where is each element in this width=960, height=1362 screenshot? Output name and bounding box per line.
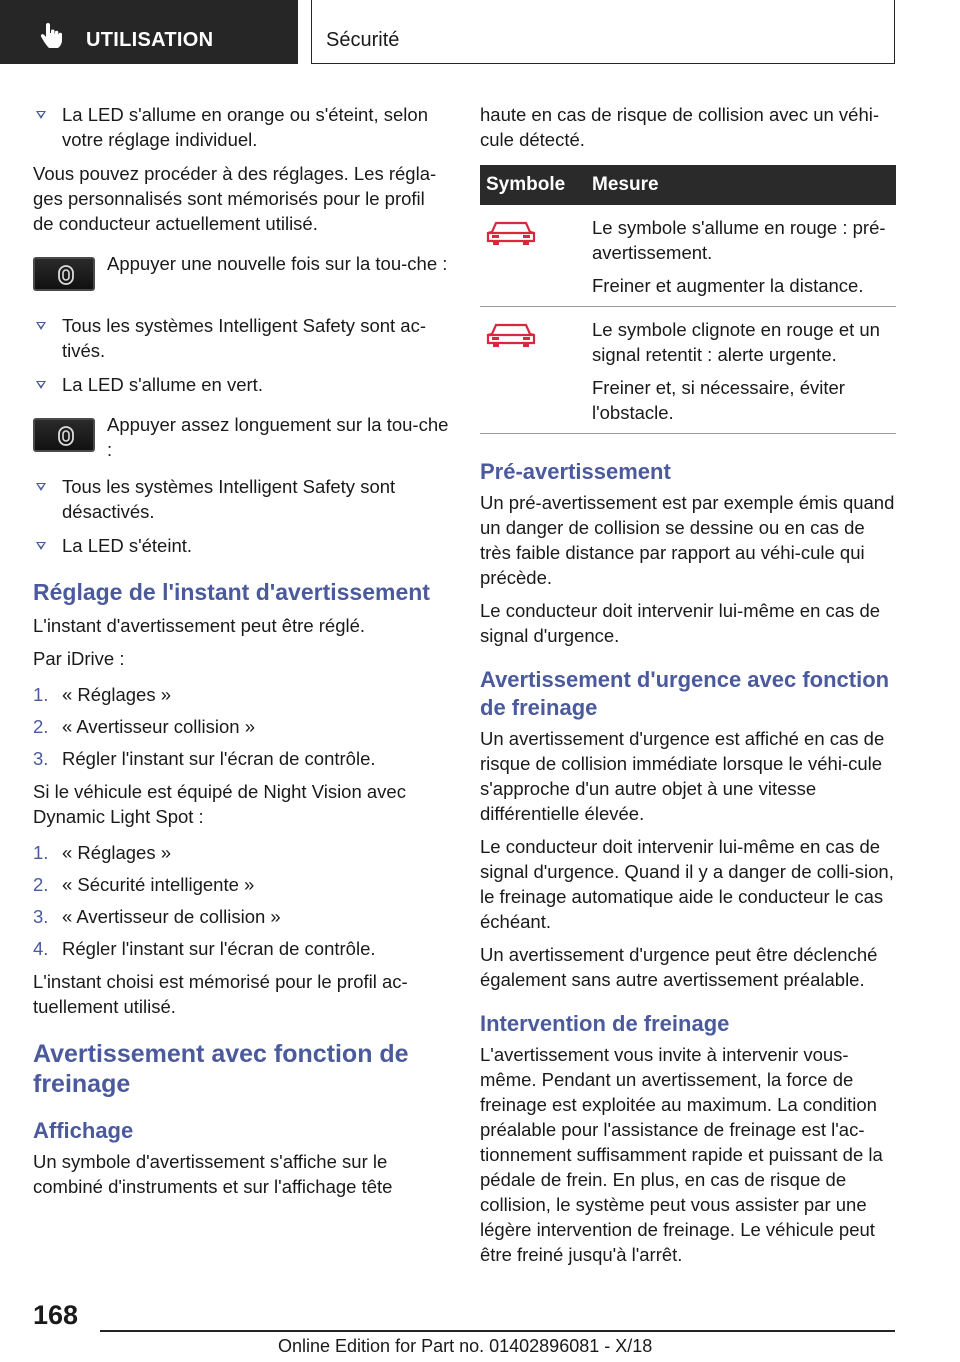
table-row: Le symbole s'allume en rouge : pré-avertissement. Freiner et augmenter la distance. [480, 205, 896, 307]
button-instruction-text: Appuyer assez longuement sur la tou-che : [107, 414, 449, 460]
heading-affichage: Affichage [33, 1118, 134, 1143]
left-column [33, 102, 449, 1207]
table-header-symbole: Symbole [480, 165, 586, 205]
steps-list-idrive [33, 682, 449, 771]
paragraph: haute en cas de risque de collision avec un véhi-cule détecté. [480, 104, 880, 150]
edition-text: Online Edition for Part no. 01402896081 - X/18 [278, 1336, 653, 1356]
button-instruction [33, 251, 449, 301]
bullet-item: La LED s'allume en vert. [33, 372, 449, 397]
list-item: 3. « Avertisseur de collision » [33, 906, 281, 927]
heading-pre-avertissement: Pré-avertissement [480, 459, 671, 484]
paragraph: L'avertissement vous invite à intervenir vous-même. Pendant un avertissement, la force de freinage est exploitée au maximum. La condition préalable pour l'assistance de freinage est l'ac-tionnement suffisamment rapide et puissant de la pédale de frein. En plus, en cas de risque de collision, le système peut vous assister par une légère intervention de freinage. Le véhicule peut être freiné jusqu'à l'arrêt. [480, 1044, 883, 1265]
list-item: 1. « Réglages » [33, 684, 172, 705]
steps-list-night-vision [33, 840, 449, 961]
bullet-triangle-icon [36, 381, 46, 389]
paragraph: Un pré-avertissement est par exemple émis quand un danger de collision se dessine ou en cas de très faible distance par rapport au véhi-cule qui précède. [480, 492, 895, 588]
button-instruction [33, 412, 449, 462]
intelligent-safety-icon [58, 426, 74, 446]
bullet-triangle-icon [36, 322, 46, 330]
table-header-mesure: Mesure [586, 165, 896, 205]
paragraph: L'instant d'avertissement peut être réglé. [33, 615, 366, 636]
paragraph: Le conducteur doit intervenir lui-même en cas de signal d'urgence. [480, 600, 881, 646]
red-car-warning-icon [486, 321, 536, 349]
paragraph: Un symbole d'avertissement s'affiche sur le combiné d'instruments et sur l'affichage tête [33, 1151, 393, 1197]
hand-pointer-icon [40, 23, 64, 49]
footer-divider [100, 1330, 895, 1332]
paragraph: Vous pouvez procéder à des réglages. Les régla-ges personnalisés sont mémorisés pour le profil de conducteur actuellement utilisé. [33, 163, 437, 234]
button-instruction-text: Appuyer une nouvelle fois sur la tou-che : [107, 253, 448, 274]
intelligent-safety-icon [58, 265, 74, 285]
paragraph: Un avertissement d'urgence peut être déclenché également sans autre avertissement préalable. [480, 944, 878, 990]
heading-avertissement-freinage: Avertissement avec fonction de freinage [33, 1040, 409, 1098]
paragraph: Un avertissement d'urgence est affiché en cas de risque de collision immédiate lorsque le véhi-cule s'approche d'un autre objet à une vitesse différentielle élevée. [480, 728, 885, 824]
bullet-item: Tous les systèmes Intelligent Safety sont désactivés. [33, 474, 449, 524]
bullet-item: Tous les systèmes Intelligent Safety sont ac-tivés. [33, 313, 449, 363]
list-item: 2. « Sécurité intelligente » [33, 874, 255, 895]
heading-reglage: Réglage de l'instant d'avertissement [33, 579, 430, 605]
paragraph: L'instant choisi est mémorisé pour le profil ac-tuellement utilisé. [33, 971, 408, 1017]
symbol-table [480, 165, 896, 434]
bullet-triangle-icon [36, 542, 46, 550]
right-column [480, 102, 896, 1275]
bullet-triangle-icon [36, 483, 46, 491]
paragraph: Par iDrive : [33, 648, 125, 669]
bullet-item: La LED s'éteint. [33, 533, 449, 558]
intelligent-safety-button-image [33, 418, 95, 452]
list-item: 4. Régler l'instant sur l'écran de contrôle. [33, 938, 376, 959]
list-item: 3. Régler l'instant sur l'écran de contrôle. [33, 748, 376, 769]
section-tab [0, 0, 298, 64]
heading-avertissement-urgence: Avertissement d'urgence avec fonction de freinage [480, 667, 890, 720]
red-car-warning-icon [486, 219, 536, 247]
heading-intervention-freinage: Intervention de freinage [480, 1011, 730, 1036]
page-number: 168 [33, 1300, 79, 1330]
subsection-title: Sécurité [326, 29, 400, 51]
subsection-tab [311, 0, 895, 64]
paragraph: Le conducteur doit intervenir lui-même en cas de signal d'urgence. Quand il y a danger de colli-sion, le freinage automatique aide le conducteur le cas échéant. [480, 836, 894, 932]
bullet-item: La LED s'allume en orange ou s'éteint, selon votre réglage individuel. [33, 102, 449, 152]
table-row: Le symbole clignote en rouge et un signal retentit : alerte urgente. Freiner et, si nécessaire, éviter l'obstacle. [480, 307, 896, 434]
list-item: 1. « Réglages » [33, 842, 172, 863]
list-item: 2. « Avertisseur collision » [33, 716, 255, 737]
bullet-triangle-icon [36, 111, 46, 119]
intelligent-safety-button-image [33, 257, 95, 291]
section-title: UTILISATION [86, 29, 214, 51]
paragraph: Si le véhicule est équipé de Night Vision avec Dynamic Light Spot : [33, 781, 406, 827]
